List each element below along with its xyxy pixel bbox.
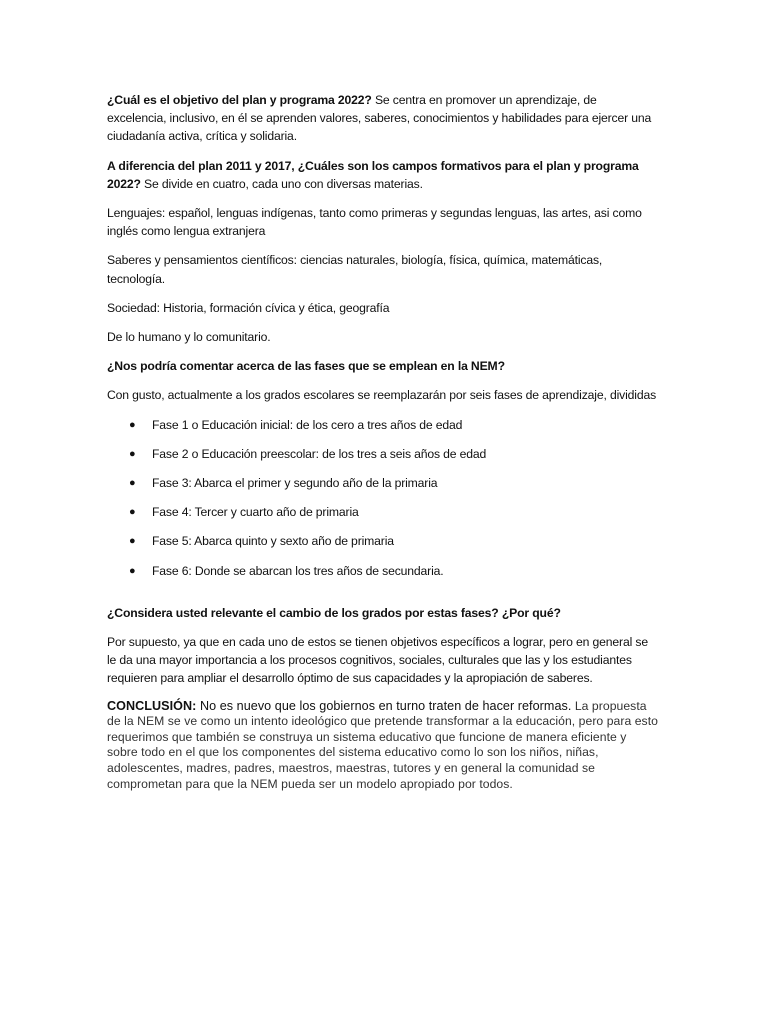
fase-text: Fase 2 o Educación preescolar: de los tres a seis años de edad — [152, 446, 487, 461]
campo-humano: De lo humano y lo comunitario. — [107, 330, 271, 345]
fase-text: Fase 5: Abarca quinto y sexto año de primaria — [152, 534, 394, 549]
paragraph-campos — [107, 157, 659, 193]
fase-text: Fase 1 o Educación inicial: de los cero a tres años de edad — [152, 417, 463, 432]
answer-fases: Con gusto, actualmente a los grados escolares se reemplazarán por seis fases de aprendizaje, divididas — [107, 388, 657, 403]
conclusion-lead: No es nuevo que los gobiernos en turno traten de hacer reformas. — [196, 698, 572, 713]
campo-saberes: Saberes y pensamientos científicos: ciencias naturales, biología, física, química, matemáticas, tecnología. — [107, 253, 603, 286]
answer-objective: Se centra en promover un aprendizaje, de excelencia, inclusivo, en él se aprenden valores, saberes, conocimientos y habilidades para ejercer una ciudadanía activa, crítica y solidaria. — [107, 93, 652, 144]
bullet-icon: ● — [129, 418, 136, 431]
question-relevancia: ¿Considera usted relevante el cambio de los grados por estas fases? ¿Por qué? — [107, 605, 561, 620]
fase-text: Fase 4: Tercer y cuarto año de primaria — [152, 505, 359, 520]
fase-text: Fase 3: Abarca el primer y segundo año de la primaria — [152, 476, 438, 491]
question-campos: A diferencia del plan 2011 y 2017, ¿Cuáles son los campos formativos para el plan y programa 2022? — [107, 158, 639, 191]
question-objective: ¿Cuál es el objetivo del plan y programa 2022? — [107, 93, 372, 107]
bullet-icon: ● — [129, 535, 136, 548]
list-item — [107, 416, 659, 434]
list-item — [107, 532, 659, 550]
question-fases: ¿Nos podría comentar acerca de las fases que se emplean en la NEM? — [107, 359, 505, 374]
campo-sociedad: Sociedad: Historia, formación cívica y ética, geografía — [107, 300, 390, 315]
answer-relevancia: Por supuesto, ya que en cada uno de estos se tienen objetivos específicos a lograr, pero en general se le da una mayor importancia a los procesos cognitivos, sociales, culturales que las y los estudiantes requieren para ampliar el desarrollo óptimo de sus capacidades y la apropiación de saberes. — [107, 635, 648, 686]
fase-text: Fase 6: Donde se abarcan los tres años de secundaria. — [152, 563, 444, 578]
conclusion-label: CONCLUSIÓN: — [107, 698, 197, 713]
conclusion-paragraph — [107, 699, 659, 793]
fases-list — [107, 416, 659, 580]
list-item — [107, 503, 659, 521]
document-body — [107, 91, 659, 792]
list-item — [107, 445, 659, 463]
list-item — [107, 474, 659, 492]
campo-lenguajes: Lenguajes: español, lenguas indígenas, tanto como primeras y segundas lenguas, las artes, asi como inglés como lengua extranjera — [107, 206, 642, 239]
bullet-icon: ● — [129, 477, 136, 490]
answer-campos: Se divide en cuatro, cada uno con diversas materias. — [140, 176, 423, 191]
bullet-icon: ● — [129, 564, 136, 577]
list-item — [107, 562, 659, 580]
bullet-icon: ● — [129, 447, 136, 460]
conclusion-body: La propuesta de la NEM se ve como un intento ideológico que pretende transformar a la educación, pero para esto requerimos que también se construya un sistema educativo que funcione de manera eficiente y sobre todo en el que los componentes del sistema educativo como lo son los niños, niñas, adolescentes, madres, padres, maestros, maestras, tutores y en general la comunidad se comprometan para que la NEM pueda ser un modelo apropiado por todos. — [107, 698, 658, 791]
bullet-icon: ● — [129, 506, 136, 519]
paragraph-objective — [107, 91, 659, 146]
